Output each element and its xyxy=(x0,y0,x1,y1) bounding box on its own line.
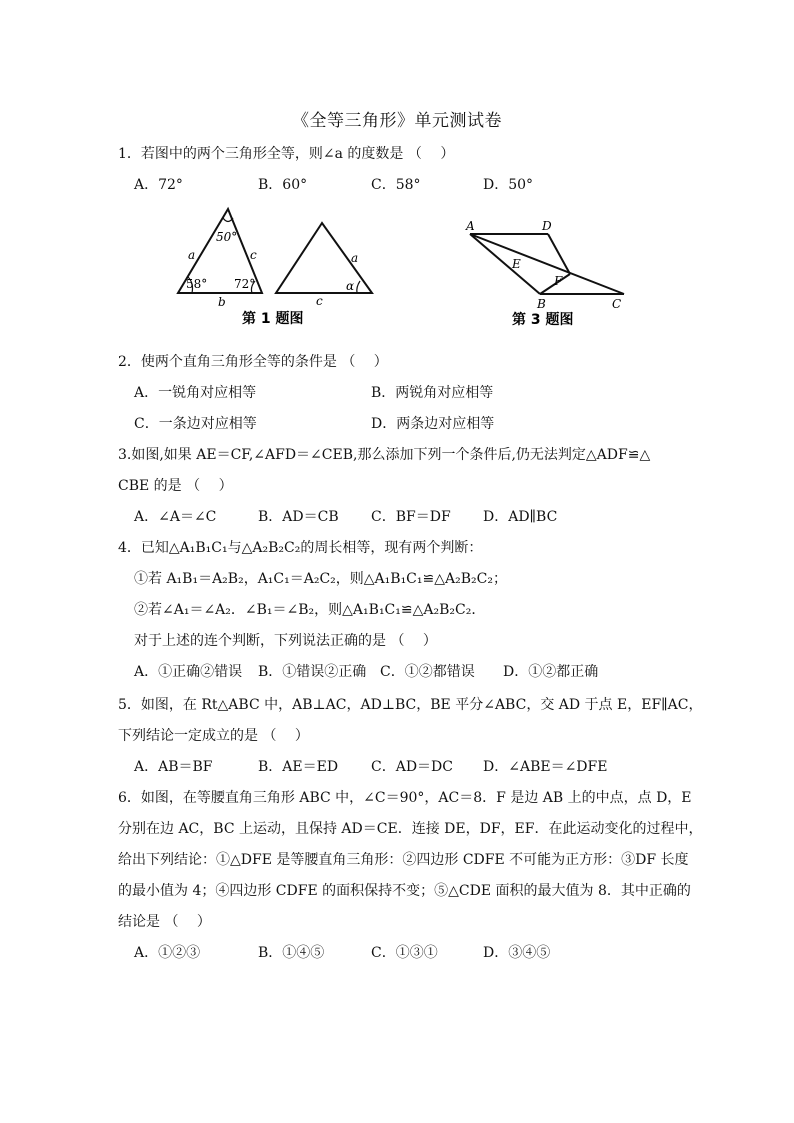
fig1-top-angle: 50° xyxy=(216,230,238,244)
fig3-point-d: D xyxy=(542,219,552,233)
q2-option-a: A．一锐角对应相等 xyxy=(134,385,257,401)
fig3-point-b: B xyxy=(537,297,546,311)
figure-1-caption: 第 1 题图 xyxy=(242,311,304,327)
q6-line-1: 6．如图，在等腰直角三角形 ABC 中，∠C＝90°，AC＝8．F 是边 AB 上的中点，点 D，E xyxy=(118,790,692,806)
q1-option-a: A．72° xyxy=(134,177,183,193)
q4-stem: 4．已知△A₁B₁C₁与△A₂B₂C₂的周长相等，现有两个判断： xyxy=(118,540,483,556)
q4-judgement-1: ①若 A₁B₁＝A₂B₂，A₁C₁＝A₂C₂，则△A₁B₁C₁≌△A₂B₂C₂； xyxy=(134,571,507,587)
q5-stem-line1: 5．如图，在 Rt△ABC 中，AB⊥AC，AD⊥BC，BE 平分∠ABC，交 AD 于点 E，EF∥AC， xyxy=(118,697,703,713)
q3-option-c: C．BF＝DF xyxy=(371,509,451,525)
fig3-point-f: F xyxy=(554,274,563,288)
q4-option-d: D．①②都正确 xyxy=(503,664,599,680)
fig1-side-bottom: b xyxy=(218,295,226,309)
q6-option-b: B．①④⑤ xyxy=(258,945,325,961)
q4-prompt: 对于上述的连个判断，下列说法正确的是 （ ） xyxy=(134,633,437,649)
q6-line-5: 结论是 （ ） xyxy=(118,914,211,930)
q6-option-c: C．①③① xyxy=(371,945,438,961)
fig1-alpha: α xyxy=(346,279,355,293)
page-title: 《全等三角形》单元测试卷 xyxy=(292,111,502,131)
fig1-right-side-c: c xyxy=(316,294,323,308)
figure-3-lines xyxy=(470,234,624,294)
fig3-point-e: E xyxy=(512,257,521,271)
q5-option-a: A．AB＝BF xyxy=(134,759,213,775)
fig1-right-side-a: a xyxy=(351,251,359,265)
q6-option-a: A．①②③ xyxy=(134,945,201,961)
q3-stem-line1: 3.如图,如果 AE＝CF,∠AFD＝∠CEB,那么添加下列一个条件后,仍无法判定△ADF≌△ xyxy=(118,447,651,463)
fig1-right-angle: 72° xyxy=(234,277,256,291)
q2-option-d: D．两条边对应相等 xyxy=(371,416,495,432)
fig1-left-angle: 58° xyxy=(186,277,208,291)
q4-option-c: C．①②都错误 xyxy=(380,664,475,680)
fig3-point-a: A xyxy=(466,219,475,233)
fig3-point-c: C xyxy=(612,297,622,311)
figure-3-caption: 第 3 题图 xyxy=(512,312,574,328)
q5-stem-line2: 下列结论一定成立的是 （ ） xyxy=(118,728,309,744)
q4-option-b: B．①错误②正确 xyxy=(258,664,367,680)
q4-judgement-2: ②若∠A₁＝∠A₂．∠B₁＝∠B₂，则△A₁B₁C₁≌△A₂B₂C₂． xyxy=(134,602,486,618)
figure-3 xyxy=(460,210,630,335)
q6-line-3: 给出下列结论：①△DFE 是等腰直角三角形：②四边形 CDFE 不可能为正方形：③DF 长度 xyxy=(118,852,689,868)
q1-option-d: D．50° xyxy=(483,177,534,193)
q2-option-c: C．一条边对应相等 xyxy=(134,416,257,432)
figure-1 xyxy=(170,205,380,335)
q4-option-a: A．①正确②错误 xyxy=(134,664,243,680)
fig1-side-right: c xyxy=(250,248,257,262)
q3-option-d: D．AD∥BC xyxy=(483,509,558,525)
q5-option-d: D．∠ABE＝∠DFE xyxy=(483,759,608,775)
q3-option-b: B．AD＝CB xyxy=(258,509,339,525)
q6-line-4: 的最小值为 4；④四边形 CDFE 的面积保持不变；⑤△CDE 面积的最大值为 8．其中正确的 xyxy=(118,883,691,899)
q2-option-b: B．两锐角对应相等 xyxy=(371,385,494,401)
q5-option-c: C．AD＝DC xyxy=(371,759,453,775)
q5-option-b: B．AE＝ED xyxy=(258,759,339,775)
q3-stem-line2: CBE 的是 （ ） xyxy=(118,478,233,494)
q6-option-d: D．③④⑤ xyxy=(483,945,551,961)
q6-line-2: 分别在边 AC，BC 上运动，且保持 AD＝CE．连接 DE，DF，EF．在此运动变化的过程中， xyxy=(118,821,703,837)
q2-stem: 2．使两个直角三角形全等的条件是 （ ） xyxy=(118,354,388,370)
q1-option-b: B．60° xyxy=(258,177,308,193)
q1-stem: 1．若图中的两个三角形全等，则∠a 的度数是 （ ） xyxy=(118,146,455,162)
fig1-side-left: a xyxy=(188,248,196,262)
q1-option-c: C．58° xyxy=(371,177,421,193)
q3-option-a: A．∠A＝∠C xyxy=(134,509,217,525)
